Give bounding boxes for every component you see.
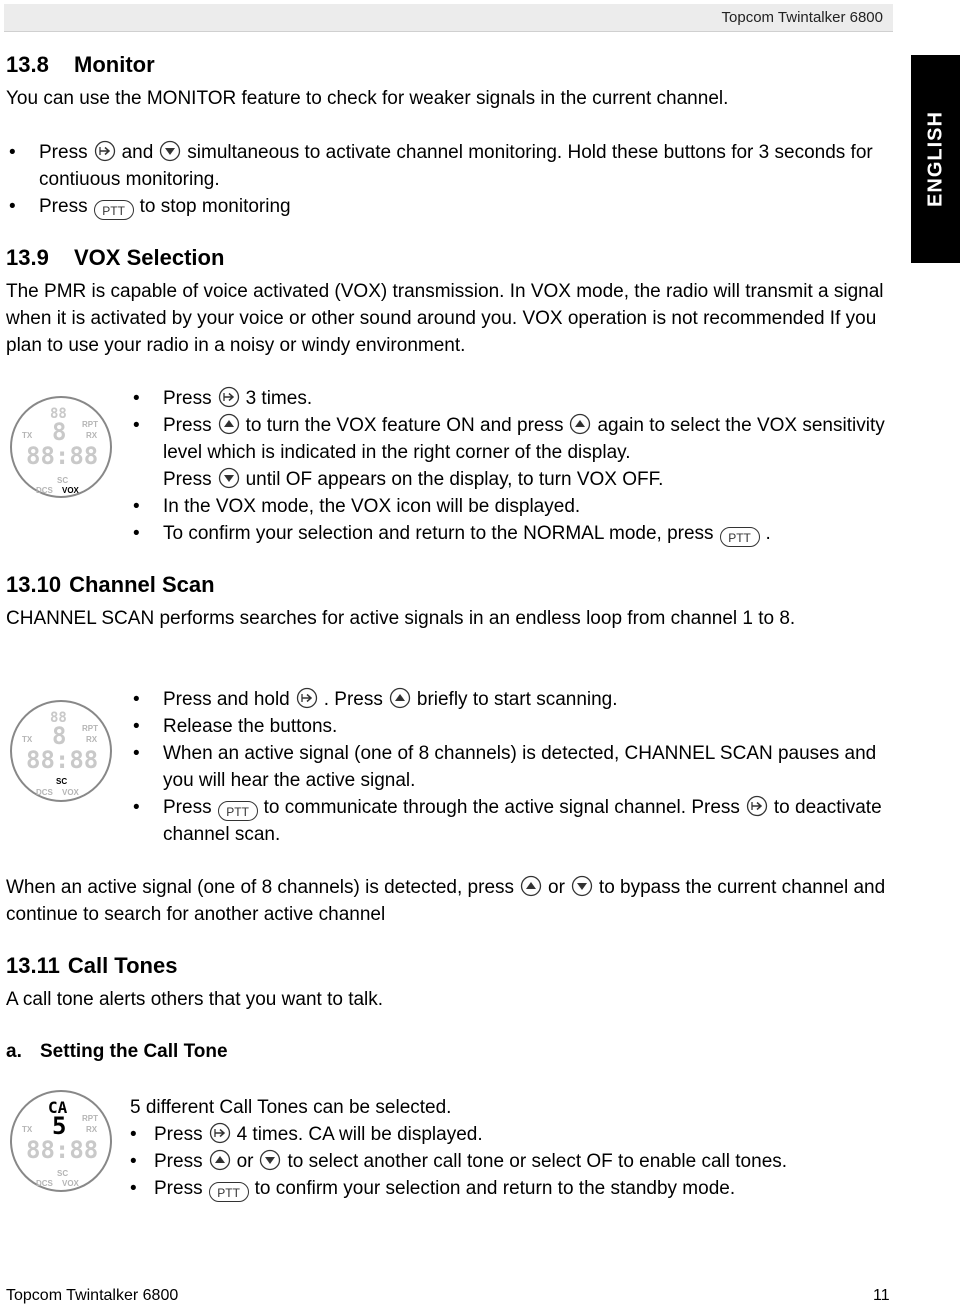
list-item: • Release the buttons. [133, 716, 338, 737]
language-tab [911, 55, 960, 263]
section-heading-vox: 13.9 VOX Selection [6, 245, 225, 270]
section-heading-monitor [6, 52, 155, 78]
list-item: • To confirm your selection and return to the NORMAL mode, press PTT . [133, 523, 771, 545]
lcd-display-scan: 88 TX RPT RX 8 88:88 SC DCS VOX [10, 700, 112, 802]
menu-circle-arrow-icon [218, 386, 240, 408]
footer-title: Topcom Twintalker 6800 [6, 1287, 179, 1304]
down-triangle-icon [259, 1149, 281, 1171]
down-triangle-icon [218, 467, 240, 489]
ptt-icon: PTT [94, 200, 134, 220]
vox-list [130, 385, 890, 547]
list-item: • Press 3 times. [133, 388, 313, 409]
list-item: • In the VOX mode, the VOX icon will be displayed. [133, 496, 581, 517]
list-item: • Press and simultaneous to activate channel monitoring. Hold these buttons for 3 seconds for contiuous monitoring. [9, 142, 873, 190]
lcd-display-call: CA TX RPT RX 5 88:88 SC DCS VOX [10, 1090, 112, 1192]
up-triangle-icon [520, 875, 542, 897]
ptt-icon: PTT [209, 1182, 249, 1202]
scan-list [130, 686, 890, 848]
list-item: • Press PTT to confirm your selection and return to the standby mode. [130, 1178, 736, 1200]
section-heading-call-tones: 13.11 Call Tones [6, 953, 178, 978]
menu-circle-arrow-icon [746, 795, 768, 817]
menu-circle-arrow-icon [94, 140, 116, 162]
up-triangle-icon [569, 413, 591, 435]
monitor-intro: You can use the MONITOR feature to check for weaker signals in the current channel. [6, 88, 729, 109]
sc-indicator: SC [56, 777, 68, 786]
call-list [130, 1121, 900, 1202]
list-item: • Press and hold . Press briefly to start scanning. [133, 689, 618, 710]
section-title: Monitor [74, 52, 155, 77]
scan-intro: CHANNEL SCAN performs searches for active signals in an endless loop from channel 1 to 8. [6, 608, 796, 629]
section-heading-scan: 13.10 Channel Scan [6, 572, 215, 597]
list-item: • Press to turn the VOX feature ON and press again to select the VOX sensitivity level which is indicated in the right corner of the display. Press until OF appears on the display, to turn VOX OFF. [133, 415, 885, 490]
list-item: • Press 4 times. CA will be displayed. [130, 1124, 483, 1145]
language-label: ENGLISH [924, 111, 946, 207]
call-intro: A call tone alerts others that you want to talk. [6, 989, 384, 1010]
subheading-setting-call-tone: a. Setting the Call Tone [6, 1041, 228, 1062]
call-line1: 5 different Call Tones can be selected. [130, 1097, 452, 1118]
list-item: • Press PTT to stop monitoring [9, 196, 291, 218]
section-number: 13.8 [6, 52, 49, 77]
vox-indicator: VOX [62, 486, 79, 495]
list-item: • Press or to select another call tone or select OF to enable call tones. [130, 1151, 788, 1172]
ptt-icon: PTT [720, 527, 760, 547]
ptt-icon: PTT [218, 801, 258, 821]
scan-after: When an active signal (one of 8 channels) is detected, press or to bypass the current channel and continue to search for another active channel [6, 877, 886, 925]
header-title: Topcom Twintalker 6800 [721, 9, 883, 26]
monitor-list [6, 139, 891, 220]
down-triangle-icon [571, 875, 593, 897]
down-triangle-icon [159, 140, 181, 162]
menu-circle-arrow-icon [209, 1122, 231, 1144]
up-triangle-icon [209, 1149, 231, 1171]
vox-intro: The PMR is capable of voice activated (VOX) transmission. In VOX mode, the radio will transmit a signal when it is activated by your voice or other sound around you. VOX operation is not recommended If you plan to use your radio in a noisy or windy environment. [6, 281, 884, 356]
page-header [4, 4, 893, 32]
up-triangle-icon [389, 687, 411, 709]
page-number: 11 [873, 1287, 890, 1304]
up-triangle-icon [218, 413, 240, 435]
list-item: • When an active signal (one of 8 channels) is detected, CHANNEL SCAN pauses and you will hear the active signal. [133, 743, 877, 791]
menu-circle-arrow-icon [296, 687, 318, 709]
lcd-display-vox: 88 TX RPT RX 8 88:88 SC DCS VOX [10, 396, 112, 498]
list-item: • Press PTT to communicate through the active signal channel. Press to deactivate channel scan. [133, 797, 882, 845]
